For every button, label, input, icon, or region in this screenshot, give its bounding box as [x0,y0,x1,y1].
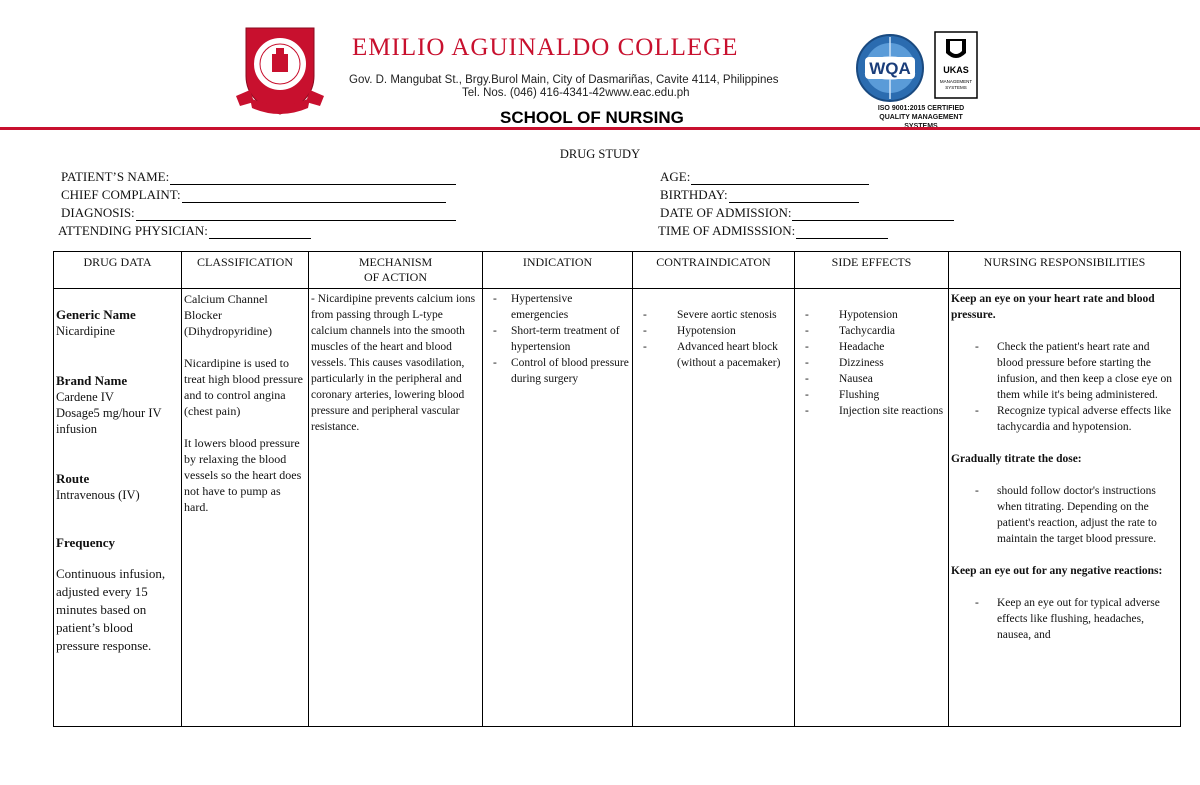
list-item: - Advanced heart block (without a pacemaker) [633,339,786,371]
list-item: - Injection site reactions [795,403,948,419]
college-name: EMILIO AGUINALDO COLLEGE [352,34,739,61]
dosage-value: Dosage5 mg/hour IV infusion [56,406,162,436]
admission-date-field: DATE OF ADMISSION: [660,205,954,221]
classification-type: Calcium Channel Blocker (Dihydropyridine) [184,292,272,338]
diagnosis-field: DIAGNOSIS: [61,205,456,221]
table-header-row [54,252,1181,289]
college-address: Gov. D. Mangubat St., Brgy.Burol Main, City of Dasmariñas, Cavite 4114, Philippines [349,74,779,86]
svg-text:UKAS: UKAS [943,65,969,75]
list-item: - Nausea [795,371,948,387]
list-item: - should follow doctor's instructions when titrating. Depending on the patient's reaction, adjust the rate to maintain the target blood pressure. [951,483,1176,547]
attending-physician-field: ATTENDING PHYSICIAN: [58,223,311,239]
list-item: - Hypertensive emergencies [483,291,632,323]
route-value: Intravenous (IV) [56,488,140,502]
birthday-field: BIRTHDAY: [660,187,859,203]
nursing-responsibilities-cell [949,289,1181,727]
mechanism-cell [309,289,483,727]
chief-complaint-field: CHIEF COMPLAINT: [61,187,446,203]
contraindication-list [633,307,794,371]
age-field: AGE: [660,169,869,185]
list-item: - Recognize typical adverse effects like tachycardia and hypotension. [951,403,1176,435]
header-nursing-responsibilities: NURSING RESPONSIBILITIES [949,252,1181,289]
nursing-list [951,595,1176,643]
wqa-certification-logo [855,33,925,103]
header-contraindication: CONTRAINDICATON [633,252,795,289]
side-effects-cell [795,289,949,727]
brand-name-label: Brand Name [56,373,128,388]
list-item: - Keep an eye out for typical adverse effects like flushing, headaches, nausea, and [951,595,1176,643]
frequency-value: Continuous infusion, adjusted every 15 minutes based on patient’s blood pressure response. [56,566,166,653]
classification-effect: It lowers blood pressure by relaxing the blood vessels so the heart does not have to pump as hard. [184,436,302,514]
indication-cell [483,289,633,727]
table-row [54,289,1181,727]
list-item: - Tachycardia [795,323,948,339]
list-item: - Short-term treatment of hypertension [483,323,632,355]
list-item: - Check the patient's heart rate and blood pressure before starting the infusion, and then keep a close eye on them while it's being administered. [951,339,1176,403]
route-label: Route [56,471,90,486]
header-drug-data: DRUG DATA [54,252,182,289]
header-divider [0,127,1200,130]
document-title: DRUG STUDY [559,147,641,161]
drug-study-table [53,251,1181,727]
school-name: SCHOOL OF NURSING [500,108,684,127]
header-indication: INDICATION [483,252,633,289]
list-item: - Flushing [795,387,948,403]
iso-certification-text: ISO 9001:2015 CERTIFIED QUALITY MANAGEMENT [877,105,965,121]
nursing-heading: Gradually titrate the dose: [951,453,1082,465]
list-item: - Severe aortic stenosis [633,307,786,323]
generic-name-label: Generic Name [56,307,136,322]
frequency-label: Frequency [56,535,115,550]
nursing-list [951,483,1176,547]
nursing-heading: Keep an eye out for any negative reactions: [951,565,1163,577]
list-item: - Hypotension [795,307,948,323]
svg-text:WQA: WQA [869,59,911,78]
header-side-effects: SIDE EFFECTS [795,252,949,289]
mechanism-text: - Nicardipine prevents calcium ions from passing through L-type calcium channels into the smooth muscles of the heart and blood vessels. This causes vasodilation, particularly in the peripheral and coronary arteries, lowering blood pressure and peripheral vascular resistance. [311,293,476,433]
list-item: - Hypotension [633,323,786,339]
ukas-certification-logo [934,31,978,99]
header-mechanism: MECHANISM OF ACTION [309,252,483,289]
header-classification: CLASSIFICATION [182,252,309,289]
patient-name-field: PATIENT’S NAME: [61,169,456,185]
side-effects-list [795,307,948,419]
svg-text:SYSTEMS: SYSTEMS [945,85,967,90]
generic-name-value: Nicardipine [56,324,116,338]
nursing-list [951,339,1176,435]
drug-data-cell [54,289,182,727]
contraindication-cell [633,289,795,727]
college-seal-logo [236,24,324,120]
classification-cell [182,289,309,727]
list-item: - Dizziness [795,355,948,371]
classification-use: Nicardipine is used to treat high blood pressure and to control angina (chest pain) [184,356,303,418]
list-item: - Headache [795,339,948,355]
svg-text:MANAGEMENT: MANAGEMENT [939,79,973,84]
college-contact: Tel. Nos. (046) 416-4341-42www.eac.edu.ph [462,87,690,99]
nursing-heading: Keep an eye on your heart rate and blood pressure. [951,293,1155,321]
brand-name-value: Cardene IV [56,390,114,404]
indication-list [483,291,632,387]
list-item: - Control of blood pressure during surgery [483,355,632,387]
admission-time-field: TIME OF ADMISSSION: [658,223,888,239]
